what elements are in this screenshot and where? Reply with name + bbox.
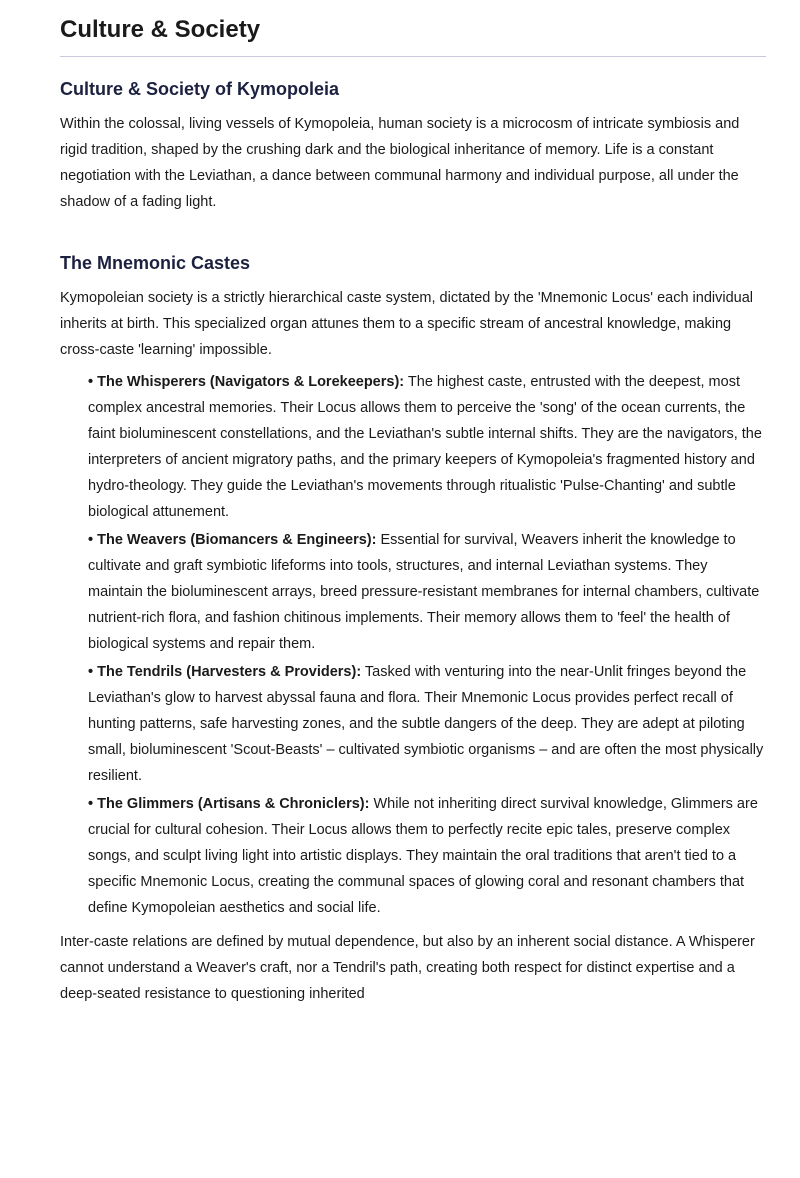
caste-item-tendrils [88,659,766,789]
caste-description: While not inheriting direct survival knowledge, Glimmers are crucial for cultural cohesion. Their Locus allows them to perfectly recite epic tales, preserve complex songs, and sculpt living light into artistic displays. They maintain the oral traditions that aren't tied to a specific Mnemonic Locus, creating the communal spaces of glowing coral and resonant chambers that define Kymopoleian aesthetics and social life. [88,796,758,916]
caste-item-weavers [88,527,766,657]
castes-intro-paragraph: Kymopoleian society is a strictly hierarchical caste system, dictated by the 'Mnemonic Locus' each individual inherits at birth. This specialized organ attunes them to a specific stream of ancestral knowledge, making cross-caste 'learning' impossible. [60,290,753,358]
caste-list [88,369,766,921]
page-title: Culture & Society [60,14,766,57]
caste-name: • The Whisperers (Navigators & Lorekeepers): [88,374,405,390]
caste-description: Tasked with venturing into the near-Unlit fringes beyond the Leviathan's glow to harvest abyssal fauna and flora. Their Mnemonic Locus provides perfect recall of hunting patterns, safe harvesting zones, and the subtle dangers of the deep. They are adept at piloting small, bioluminescent 'Scout-Beasts' – cultivated symbiotic organisms – and are often the most physically resilient. [88,664,764,784]
caste-name: • The Tendrils (Harvesters & Providers): [88,664,362,680]
caste-name: • The Glimmers (Artisans & Chroniclers): [88,796,370,812]
caste-description: The highest caste, entrusted with the deepest, most complex ancestral memories. Their Locus allows them to perceive the 'song' of the ocean currents, the faint bioluminescent constellations, and the Leviathan's subtle internal shifts. They are the navigators, the interpreters of ancient migratory paths, and the primary keepers of Kymopoleia's fragmented history and hydro-theology. They guide the Leviathan's movements through ritualistic 'Pulse-Chanting' and subtle biological attunement. [88,374,762,520]
section-heading-culture: Culture & Society of Kymopoleia [60,79,340,99]
section-heading-castes: The Mnemonic Castes [60,253,251,273]
caste-description: Essential for survival, Weavers inherit the knowledge to cultivate and graft symbiotic lifeforms into tools, structures, and internal Leviathan systems. They maintain the bioluminescent arrays, breed pressure-resistant membranes for internal chambers, cultivate nutrient-rich flora, and fashion chitinous implements. Their memory allows them to 'feel' the health of biological systems and repair them. [88,532,760,652]
caste-item-whisperers [88,369,766,525]
intro-paragraph: Within the colossal, living vessels of Kymopoleia, human society is a microcosm of intricate symbiosis and rigid tradition, shaped by the crushing dark and the biological inheritance of memory. Life is a constant negotiation with the Leviathan, a dance between communal harmony and individual purpose, all under the shadow of a fading light. [60,116,740,210]
caste-name: • The Weavers (Biomancers & Engineers): [88,532,377,548]
caste-item-glimmers [88,791,766,921]
closing-paragraph: Inter-caste relations are defined by mutual dependence, but also by an inherent social distance. A Whisperer cannot understand a Weaver's craft, nor a Tendril's path, creating both respect for distinct expertise and a deep-seated resistance to questioning inherited [60,934,755,1002]
